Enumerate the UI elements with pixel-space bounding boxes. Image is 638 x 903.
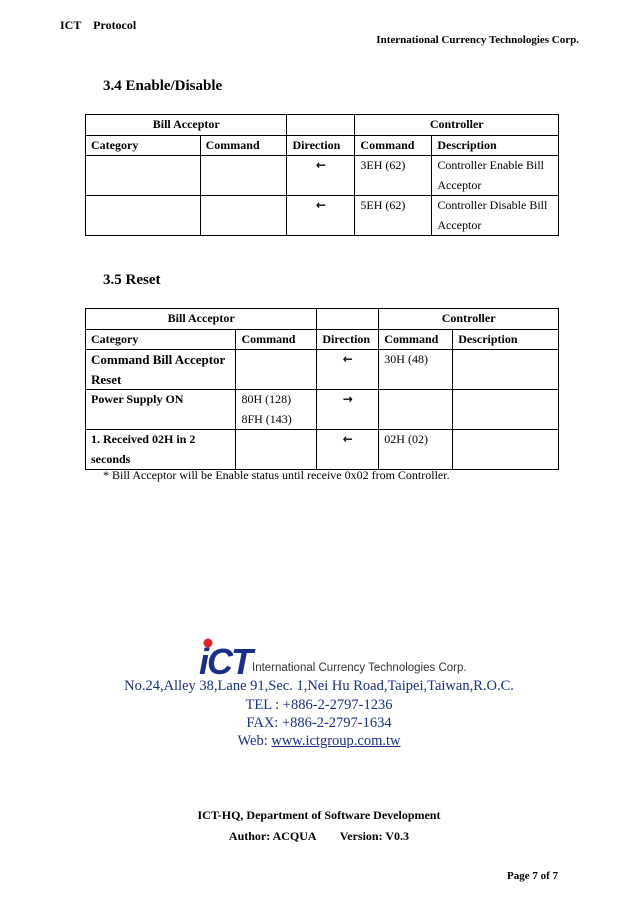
header-left: ICT Protocol bbox=[60, 18, 137, 32]
ict-logo-icon bbox=[197, 638, 467, 678]
cell-controller-command bbox=[379, 390, 453, 430]
category-line: seconds bbox=[91, 451, 131, 466]
group-bill-acceptor: Bill Acceptor bbox=[86, 115, 287, 136]
cell-category bbox=[86, 350, 236, 390]
cell-command bbox=[236, 390, 317, 430]
cell-command bbox=[200, 156, 287, 196]
cell-category bbox=[86, 430, 236, 470]
cell-controller-command: 02H (02) bbox=[379, 430, 453, 470]
table-row bbox=[86, 350, 559, 390]
left-arrow-icon: ← bbox=[317, 430, 379, 470]
category-line: Reset bbox=[91, 371, 122, 387]
description-line: Acceptor bbox=[437, 217, 482, 232]
column-header: Category bbox=[86, 135, 201, 156]
cell-category bbox=[86, 390, 236, 430]
website bbox=[0, 732, 638, 751]
section-title-reset: 3.5 Reset bbox=[103, 272, 161, 288]
telephone: TEL : +886-2-2797-1236 bbox=[245, 697, 393, 713]
table-row bbox=[86, 390, 559, 430]
left-arrow-icon: ← bbox=[287, 156, 355, 196]
column-header: Direction bbox=[287, 135, 355, 156]
left-arrow-icon: ← bbox=[287, 196, 355, 236]
description-line: Controller Enable Bill bbox=[437, 158, 544, 172]
column-header: Command bbox=[200, 135, 287, 156]
company-logo bbox=[197, 638, 467, 678]
table-row bbox=[86, 430, 559, 470]
left-arrow-icon: ← bbox=[317, 350, 379, 390]
cell-description bbox=[432, 196, 559, 236]
table-row bbox=[86, 156, 559, 196]
group-spacer bbox=[287, 115, 355, 136]
cell-category bbox=[86, 196, 201, 236]
column-header: Direction bbox=[317, 329, 379, 350]
column-header: Command bbox=[355, 135, 432, 156]
right-arrow-icon: → bbox=[317, 390, 379, 430]
web-label: Web: bbox=[237, 733, 272, 749]
address: No.24,Alley 38,Lane 91,Sec. 1,Nei Hu Road,Taipei,Taiwan,R.O.C. bbox=[124, 678, 514, 694]
cell-description bbox=[453, 430, 559, 470]
logo-text: International Currency Technologies Corp. bbox=[252, 662, 467, 674]
enable-disable-table bbox=[85, 114, 559, 236]
table-row bbox=[86, 196, 559, 236]
web-link[interactable]: www.ictgroup.com.tw bbox=[271, 733, 401, 749]
reset-table bbox=[85, 308, 559, 470]
cell-controller-command: 3EH (62) bbox=[355, 156, 432, 196]
description-line: Controller Disable Bill bbox=[437, 198, 548, 212]
page-number: Page 7 of 7 bbox=[506, 870, 558, 882]
author-version: Author: ACQUA Version: V0.3 bbox=[228, 829, 410, 843]
group-controller: Controller bbox=[379, 309, 559, 330]
fax: FAX: +886-2-2797-1634 bbox=[246, 715, 392, 731]
description-line: Acceptor bbox=[437, 177, 482, 192]
group-controller: Controller bbox=[355, 115, 559, 136]
category-line: Power Supply ON bbox=[91, 392, 184, 406]
command-line: 80H (128) bbox=[241, 392, 292, 406]
cell-description bbox=[432, 156, 559, 196]
cell-controller-command: 30H (48) bbox=[379, 350, 453, 390]
category-line: Command Bill Acceptor bbox=[91, 352, 226, 367]
cell-description bbox=[453, 390, 559, 430]
column-header: Description bbox=[432, 135, 559, 156]
cell-category bbox=[86, 156, 201, 196]
cell-command bbox=[236, 350, 317, 390]
category-line: 1. Received 02H in 2 bbox=[91, 432, 196, 446]
department: ICT-HQ, Department of Software Development bbox=[197, 808, 441, 822]
column-header: Command bbox=[379, 329, 453, 350]
column-header: Description bbox=[453, 329, 559, 350]
cell-command bbox=[236, 430, 317, 470]
column-header: Category bbox=[86, 329, 236, 350]
group-spacer bbox=[317, 309, 379, 330]
cell-controller-command: 5EH (62) bbox=[355, 196, 432, 236]
column-header: Command bbox=[236, 329, 317, 350]
section-title-enable-disable: 3.4 Enable/Disable bbox=[103, 78, 223, 94]
svg-text:iCT: iCT bbox=[199, 641, 251, 678]
footnote: * Bill Acceptor will be Enable status until receive 0x02 from Controller. bbox=[103, 468, 450, 482]
group-bill-acceptor: Bill Acceptor bbox=[86, 309, 317, 330]
cell-command bbox=[200, 196, 287, 236]
header-right: International Currency Technologies Corp. bbox=[376, 34, 579, 46]
cell-description bbox=[453, 350, 559, 390]
command-line: 8FH (143) bbox=[241, 411, 292, 426]
